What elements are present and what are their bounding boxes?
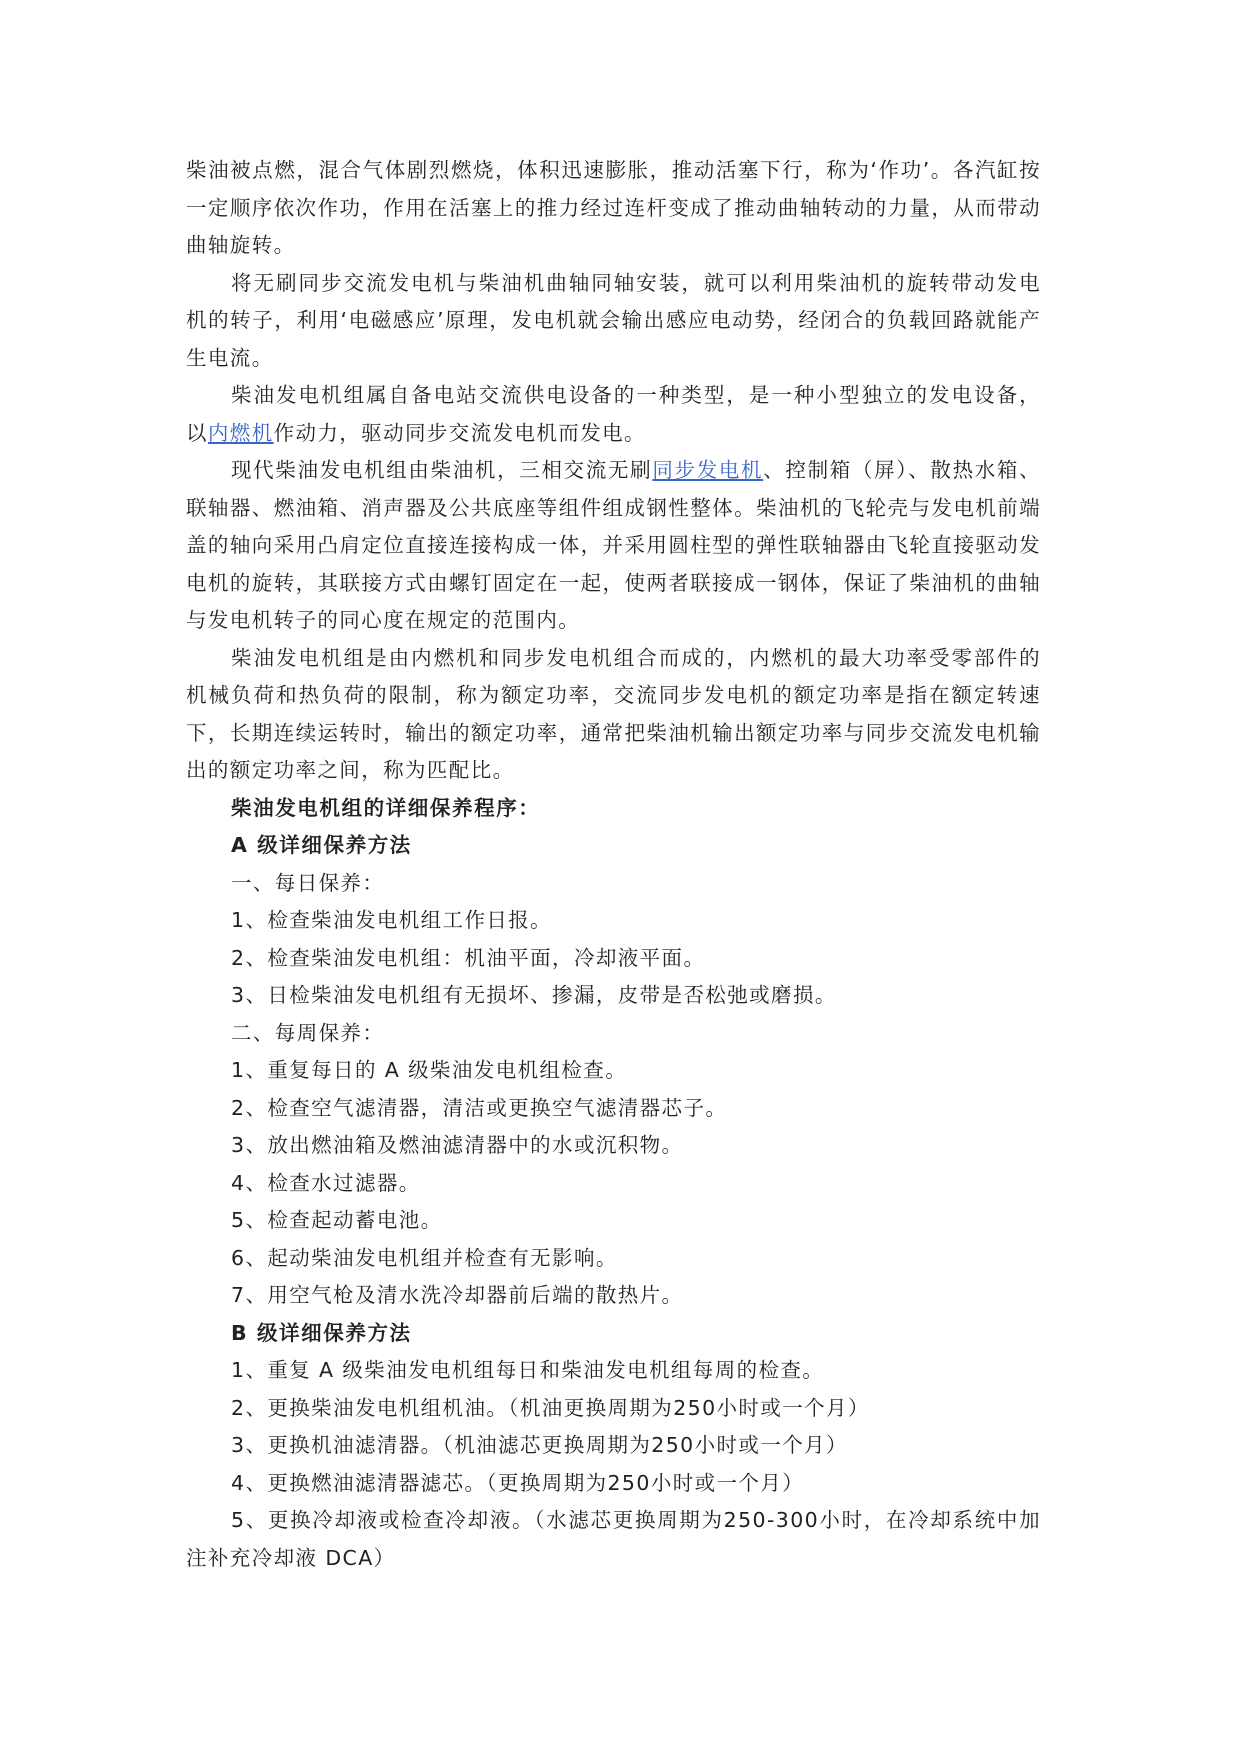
a-level-heading: A 级详细保养方法 (231, 833, 412, 857)
daily-maintenance-heading: 一、每日保养： (231, 870, 385, 895)
list-item: 1、重复每日的 A 级柴油发电机组检查。 (231, 1058, 628, 1082)
document-page (186, 152, 1041, 1577)
b-level-heading: B 级详细保养方法 (231, 1320, 412, 1345)
list-item: 1、重复 A 级柴油发电机组每日和柴油发电机组每周的检查。 (231, 1358, 825, 1382)
paragraph-text: 作动力，驱动同步交流发电机而发电。 (273, 420, 646, 445)
list-item: 1、检查柴油发电机组工作日报。 (231, 908, 553, 932)
paragraph-genset-type (186, 377, 1041, 452)
weekly-maintenance-heading: 二、每周保养： (231, 1020, 385, 1045)
list-item: 6、起动柴油发电机组并检查有无影响。 (231, 1245, 618, 1270)
paragraph-combustion: 柴油被点燃，混合气体剧烈燃烧，体积迅速膨胀，推动活塞下行，称为‘作功’。各汽缸按一定顺序依次作功，作用在活塞上的推力经过连杆变成了推动曲轴转动的力量，从而带动曲轴旋转。 (186, 158, 1041, 257)
paragraph-rated-power: 柴油发电机组是由内燃机和同步发电机组合而成的，内燃机的最大功率受零部件的机械负荷和热负荷的限制，称为额定功率，交流同步发电机的额定功率是指在额定转速下，长期连续运转时，输出的额定功率，通常把柴油机输出额定功率与同步交流发电机输出的额定功率之间，称为匹配比。 (186, 645, 1041, 782)
list-item: 4、更换燃油滤清器滤芯。（更换周期为250小时或一个月） (231, 1470, 805, 1495)
list-item: 2、检查柴油发电机组：机油平面，冷却液平面。 (231, 945, 706, 970)
paragraph-text: 现代柴油发电机组由柴油机，三相交流无刷 (231, 458, 653, 482)
list-item: 3、日检柴油发电机组有无损坏、掺漏，皮带是否松弛或磨损。 (231, 983, 837, 1007)
list-item: 2、检查空气滤清器，清洁或更换空气滤清器芯子。 (231, 1095, 728, 1120)
list-item: 5、检查起动蓄电池。 (231, 1208, 443, 1232)
list-item: 4、检查水过滤器。 (231, 1170, 421, 1195)
paragraph-generator-principle: 将无刷同步交流发电机与柴油机曲轴同轴安装，就可以利用柴油机的旋转带动发电机的转子，利用‘电磁感应’原理，发电机就会输出感应电动势，经闭合的负载回路就能产生电流。 (186, 270, 1041, 370)
paragraph-text: 、控制箱（屏）、散热水箱、联轴器、燃油箱、消声器及公共底座等组件组成钢性整体。柴油机的飞轮壳与发电机前端盖的轴向采用凸肩定位直接连接构成一体，并采用圆柱型的弹性联轴器由飞轮直接驱动发电机的旋转，其联接方式由螺钉固定在一起，使两者联接成一钢体，保证了柴油机的曲轴与发电机转子的同心度在规定的范围内。 (186, 458, 1041, 632)
synchronous-generator-link[interactable]: 同步发电机 (652, 458, 764, 482)
list-item-wrapped: 5、更换冷却液或检查冷却液。（水滤芯更换周期为250-300小时，在冷却系统中加 注补充冷却液 DCA） (186, 1508, 1041, 1570)
paragraph-text: 柴油发电机组属自备电站交流供电设备的一种类型，是一种小型独立的发电设备，以 (186, 383, 1041, 445)
list-item: 3、放出燃油箱及燃油滤清器中的水或沉积物。 (231, 1133, 684, 1157)
list-item: 7、用空气枪及清水洗冷却器前后端的散热片。 (231, 1283, 684, 1307)
paragraph-genset-components (186, 452, 1041, 640)
internal-combustion-engine-link[interactable]: 内燃机 (207, 420, 274, 445)
maintenance-heading: 柴油发电机组的详细保养程序： (231, 795, 541, 820)
list-item: 3、更换机油滤清器。（机油滤芯更换周期为250小时或一个月） (231, 1433, 848, 1457)
list-item: 2、更换柴油发电机组机油。（机油更换周期为250小时或一个月） (231, 1395, 870, 1420)
